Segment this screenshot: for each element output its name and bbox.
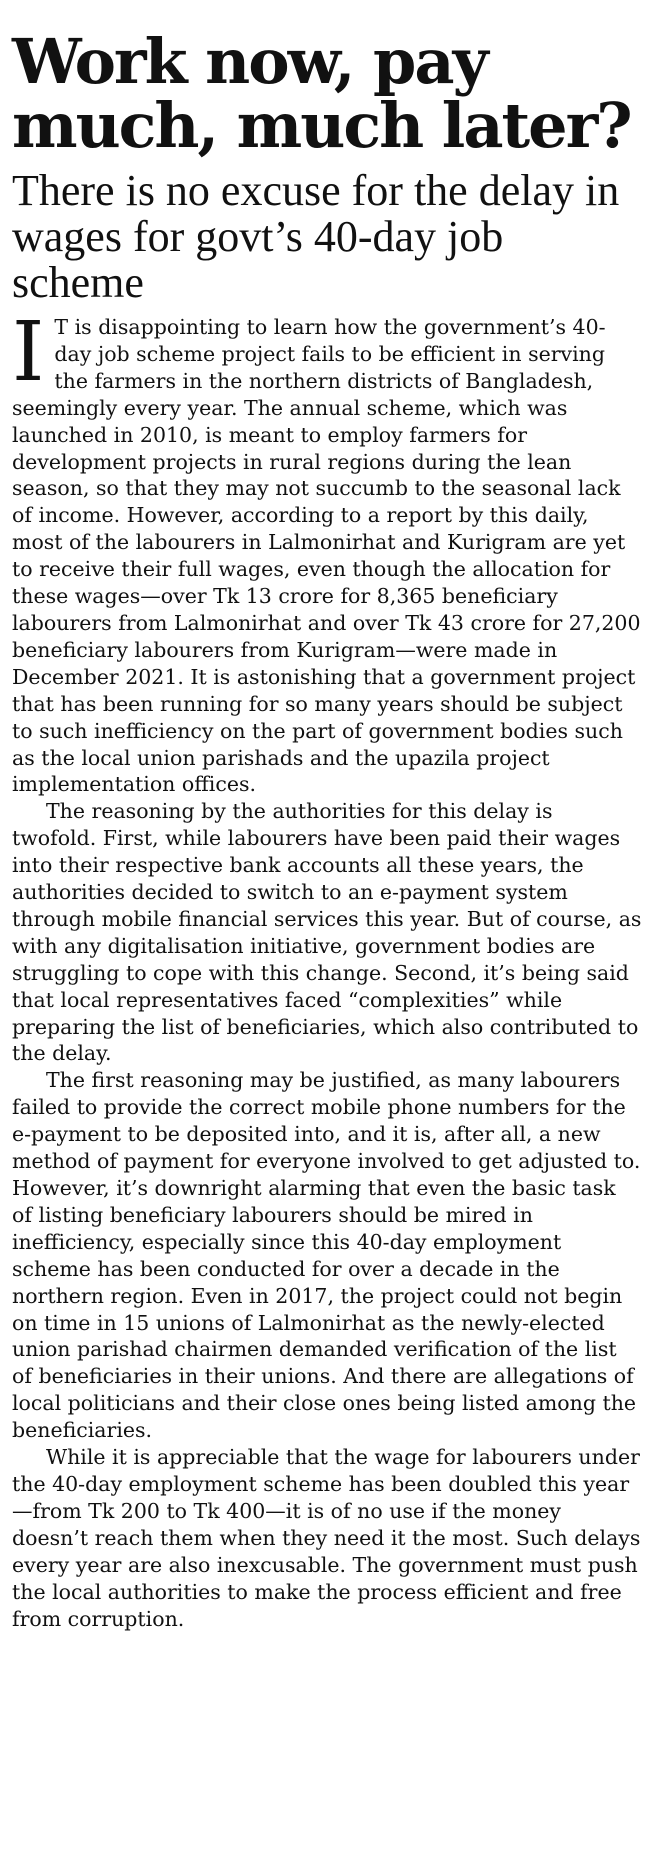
headline: Work now, pay much, much later?	[12, 25, 631, 162]
subheadline: There is no excuse for the delay in wages for govt’s 40-day job scheme	[12, 166, 620, 307]
paragraph-1-text: T is disappointing to learn how the government’s 40-day job scheme project fails to be efficient in serving the farmers in the northern districts of Bangladesh, seemingly every year. The annual scheme, which was launched in 2010, is meant to employ farmers for development projects in rural regions during the lean season, so that they may not succumb to the seasonal lack of income. However, according to a report by this daily, most of the labourers in Lalmonirhat and Kurigram are yet to receive their full wages, even though the allocation for these wages—over Tk 13 crore for 8,365 beneficiary labourers from Lalmonirhat and over Tk 43 crore for 27,200 beneficiary labourers from Kurigram—were made in December 2021. It is astonishing that a government project that has been running for so many years should be subject to such inefficiency on the part of government bodies such as the local union parishads and the upazila project implementation offices.	[12, 315, 641, 797]
editorial-article	[12, 0, 642, 1632]
paragraph-3: The first reasoning may be justified, as many labourers failed to provide the correct mobile phone numbers for the e-payment to be deposited into, and it is, after all, a new method of payment for everyone involved to get adjusted to. However, it’s downright alarming that even the basic task of listing beneficiary labourers should be mired in inefficiency, especially since this 40-day employment scheme has been conducted for over a decade in the northern region. Even in 2017, the project could not begin on time in 15 unions of Lalmonirhat as the newly-elected union parishad chairmen demanded verification of the list of beneficiaries in their unions. And there are allegations of local politicians and their close ones being listed among the beneficiaries.	[12, 1068, 641, 1443]
article-body	[12, 305, 642, 1632]
paragraph-1	[12, 305, 642, 798]
paragraph-4: While it is appreciable that the wage for labourers under the 40-day employment scheme has been doubled this year—from Tk 200 to Tk 400—it is of no use if the money doesn’t reach them when they need it the most. Such delays every year are also inexcusable. The government must push the local authorities to make the process efficient and free from corruption.	[12, 1445, 641, 1631]
paragraph-2: The reasoning by the authorities for this delay is twofold. First, while labourers have been paid their wages into their respective bank accounts all these years, the authorities decided to switch to an e-payment system through mobile financial services this year. But of course, as with any digitalisation initiative, government bodies are struggling to cope with this change. Second, it’s being said that local representatives faced “complexities” while preparing the list of beneficiaries, which also contributed to the delay.	[12, 799, 642, 1066]
drop-cap: I	[12, 305, 45, 400]
